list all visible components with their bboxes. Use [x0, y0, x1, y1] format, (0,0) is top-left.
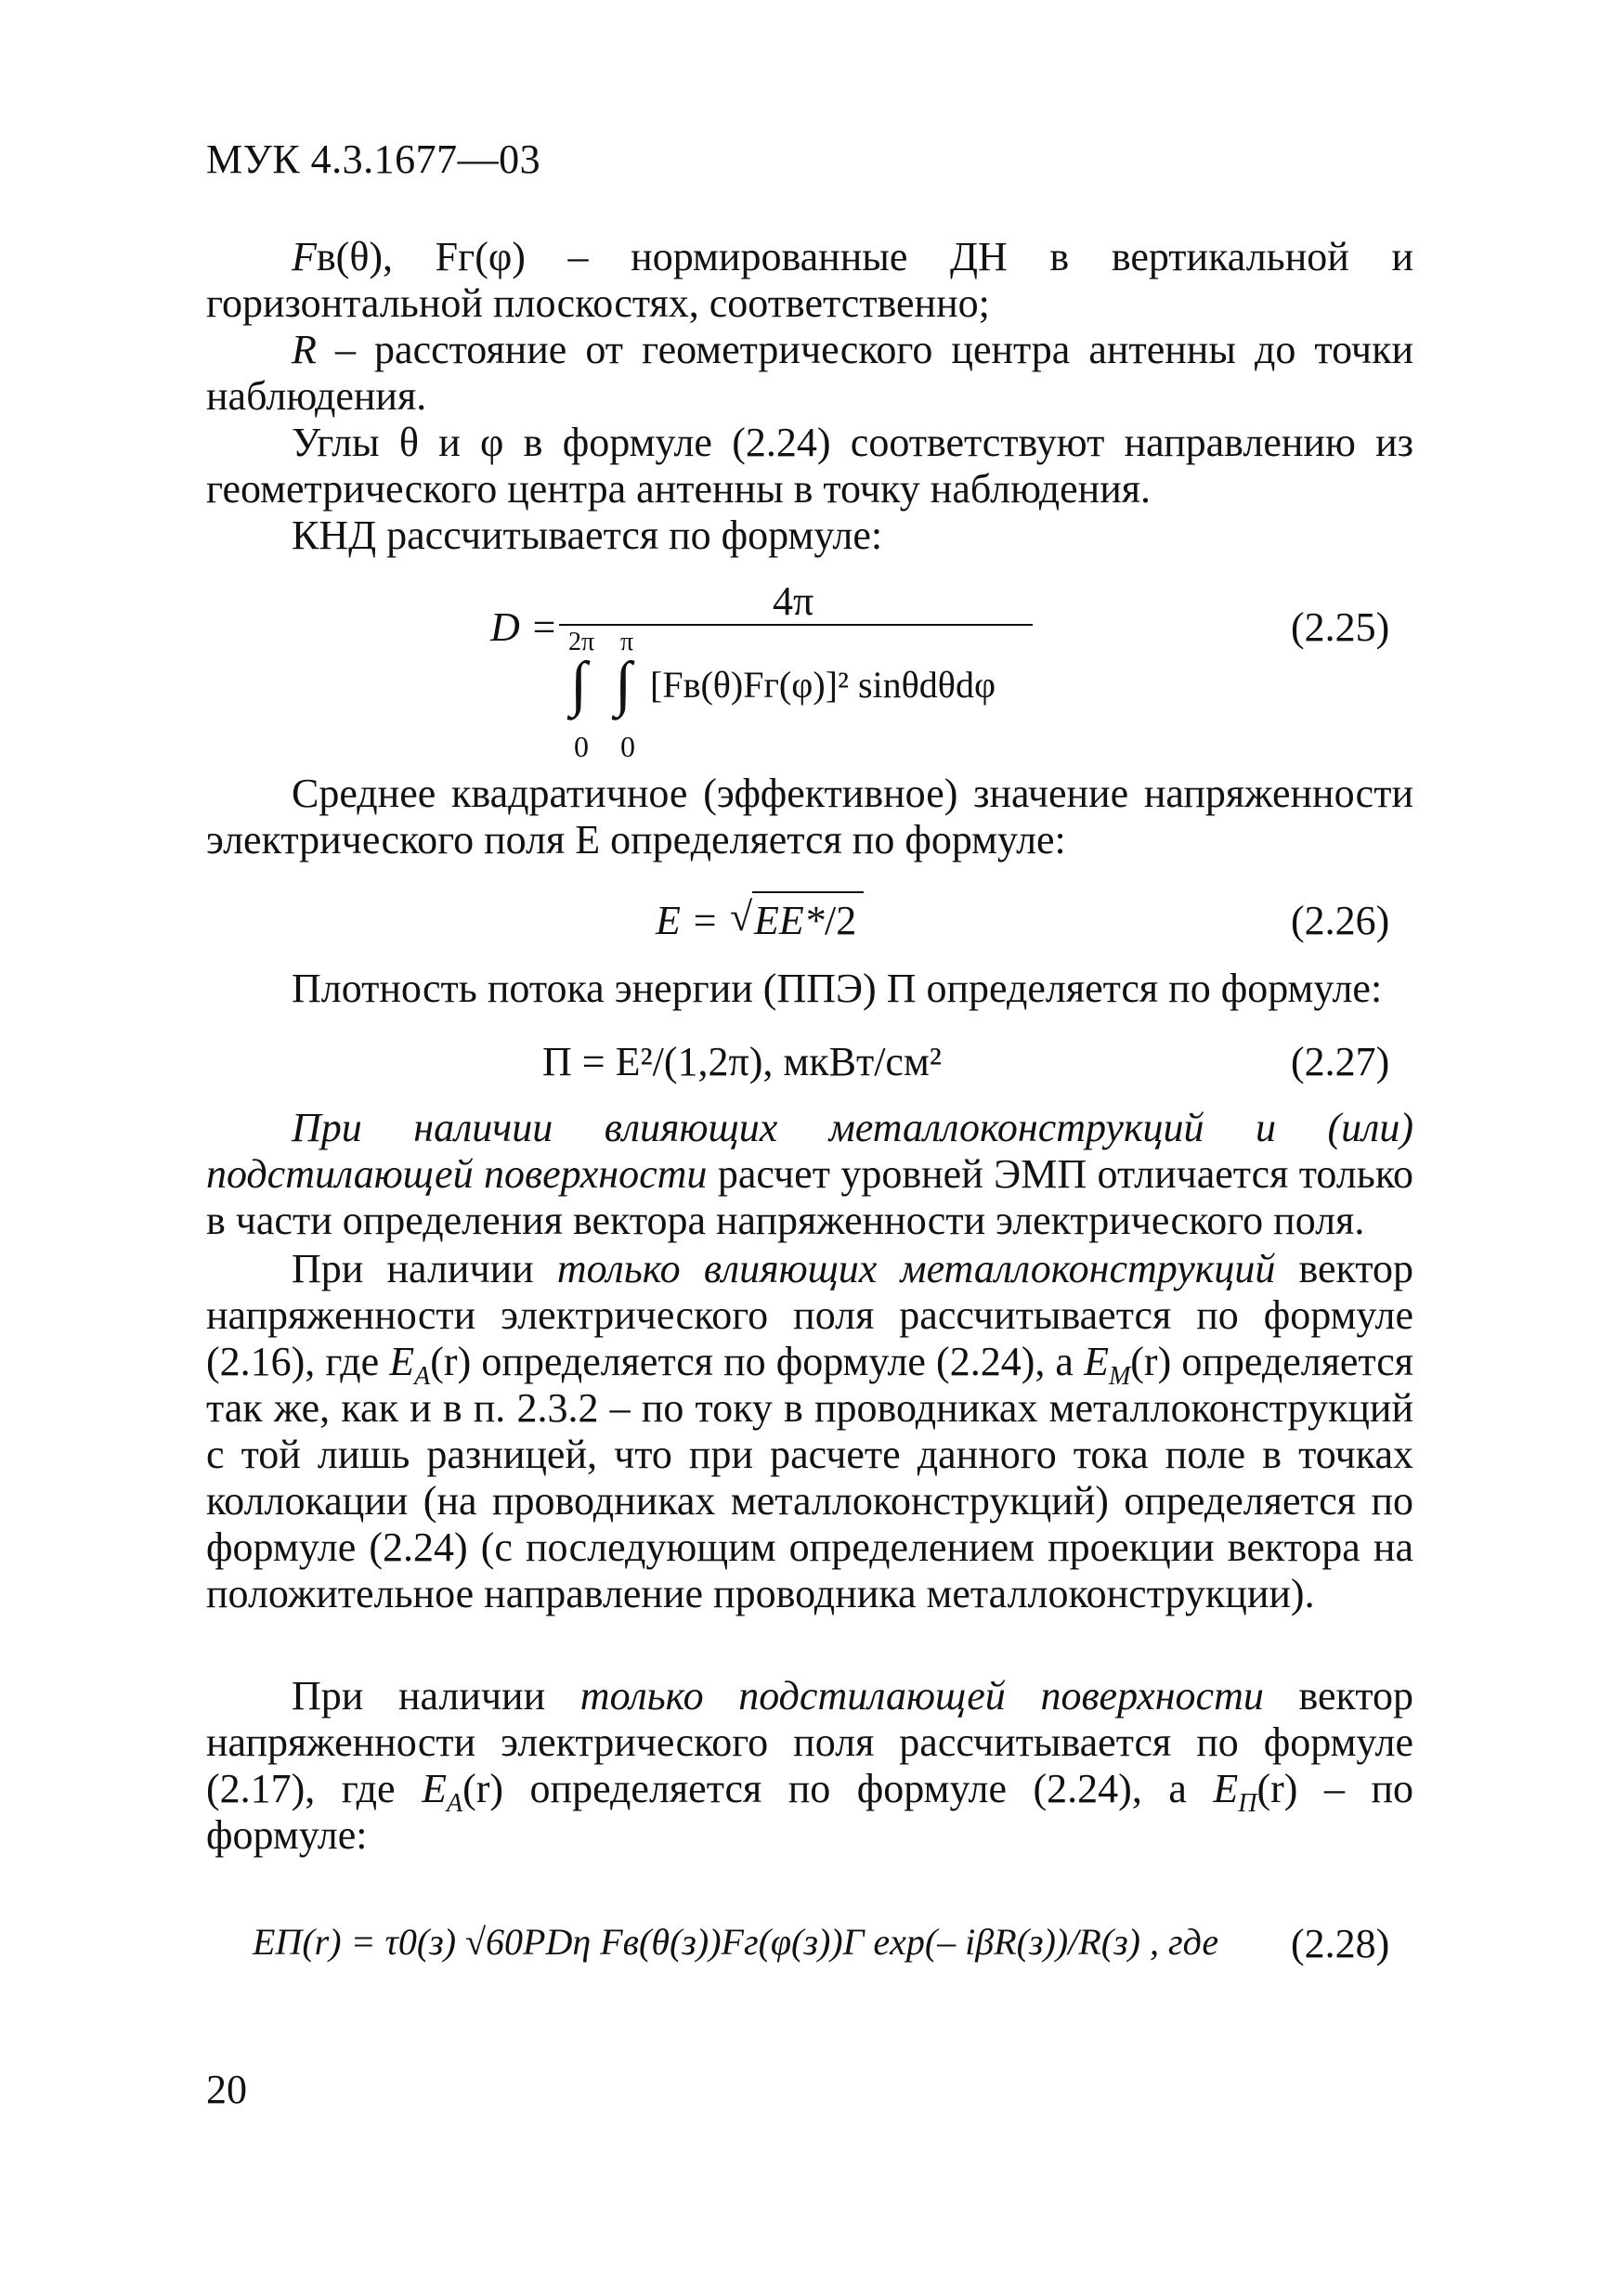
para8-ea-sub: A	[414, 1361, 431, 1391]
para8-ea: E	[389, 1339, 415, 1384]
para8-c: (r) определяется по формуле (2.24), а	[430, 1339, 1085, 1384]
eq225-integrand: [Fв(θ)Fг(φ)]² sinθdθdφ	[650, 664, 996, 706]
eq226-rest: /2	[825, 898, 857, 943]
eq226-lhs: E =	[656, 898, 719, 943]
para8-a: При наличии	[292, 1246, 557, 1291]
para2-text: – расстояние от геометрического центра антенны до точки наблюдения.	[206, 327, 1413, 419]
para7-rest: расчет уровней ЭМП отличается только в части определения вектора напряженности электрического поля.	[206, 1151, 1414, 1243]
paragraph-9	[206, 1673, 1413, 1859]
para9-a: При наличии	[292, 1673, 580, 1719]
integral-2-icon: ∫	[615, 650, 632, 718]
paragraph-1	[206, 234, 1413, 327]
para9-d: (r) – по формуле:	[206, 1766, 1414, 1858]
para8-b: вектор напряженности электрического поля рассчитывается по формуле (2.16), где	[206, 1246, 1413, 1384]
eq225-number: (2.25)	[1291, 604, 1390, 650]
eq225-int2-upper: π	[620, 628, 634, 656]
integral-1-icon: ∫	[570, 650, 588, 718]
para8-d: (r) определяется так же, как и в п. 2.3.2 – по току в проводниках металлоконструкций с той лишь разницей, что при расчете данного тока поле в точках коллокации (на проводниках металлоконструкций) определяется по формуле (2.24) (с последующим определением проекции вектора на положительное направление проводника металлоконструкции).	[206, 1339, 1413, 1616]
para9-ea: E	[422, 1766, 447, 1811]
para2-var: R	[292, 327, 317, 372]
paragraph-8	[206, 1246, 1413, 1617]
paragraph-2	[206, 327, 1413, 420]
eq225-lhs: D =	[490, 604, 558, 650]
paragraph-4: КНД рассчитывается по формуле:	[292, 512, 883, 558]
running-header: МУК 4.3.1677—03	[206, 136, 541, 182]
sqrt-icon: √	[730, 894, 753, 940]
eq227-number: (2.27)	[1291, 1039, 1390, 1084]
para7-italic: При наличии влияющих металлоконструкций и (или) подстилающей поверхности	[206, 1105, 1413, 1197]
paragraph-3: Углы θ и φ в формуле (2.24) соответствуют направлению из геометрического центра антенны в точку наблюдения.	[206, 420, 1413, 512]
eq226-radicand: EE*	[754, 898, 825, 943]
page-number: 20	[206, 2067, 247, 2112]
paragraph-6: Плотность потока энергии (ППЭ) П определяется по формуле:	[292, 966, 1383, 1011]
eq225-numerator: 4π	[773, 578, 814, 624]
eq226-sqrt-bar	[752, 891, 864, 893]
eq225-int1-upper: 2π	[568, 628, 595, 656]
para9-ep-sub: П	[1238, 1788, 1257, 1818]
eq226-number: (2.26)	[1291, 898, 1390, 943]
para9-italic: только подстилающей поверхности	[579, 1673, 1264, 1719]
para1-lead: F	[292, 234, 317, 279]
para9-c: (r) определяется по формуле (2.24), а	[462, 1766, 1214, 1811]
eq228-number: (2.28)	[1291, 1921, 1390, 1966]
para8-em: E	[1084, 1339, 1109, 1384]
para1-text: в(θ), Fг(φ) – нормированные ДН в вертикальной и горизонтальной плоскостях, соответственно;	[206, 234, 1413, 326]
eq225-fraction-bar	[559, 624, 1033, 626]
eq228-formula: EП(r) = τ0(з) √60PDη Fв(θ(з))Fг(φ(з))Г exp(– iβR(з))/R(з) , где	[253, 1921, 1219, 1963]
para9-ea-sub: A	[446, 1788, 463, 1818]
paragraph-7	[206, 1105, 1413, 1244]
para8-italic: только влияющих металлоконструкций	[556, 1246, 1276, 1291]
para9-ep: E	[1213, 1766, 1239, 1811]
eq225-int2-lower: 0	[620, 730, 635, 763]
eq227-formula: П = E²/(1,2π), мкВт/см²	[542, 1039, 942, 1084]
para8-em-sub: M	[1108, 1361, 1131, 1391]
para9-b: вектор напряженности электрического поля рассчитывается по формуле (2.17), где	[206, 1673, 1413, 1811]
eq225-int1-lower: 0	[574, 730, 589, 763]
paragraph-5: Среднее квадратичное (эффективное) значение напряженности электрического поля E определяется по формуле:	[206, 771, 1413, 863]
